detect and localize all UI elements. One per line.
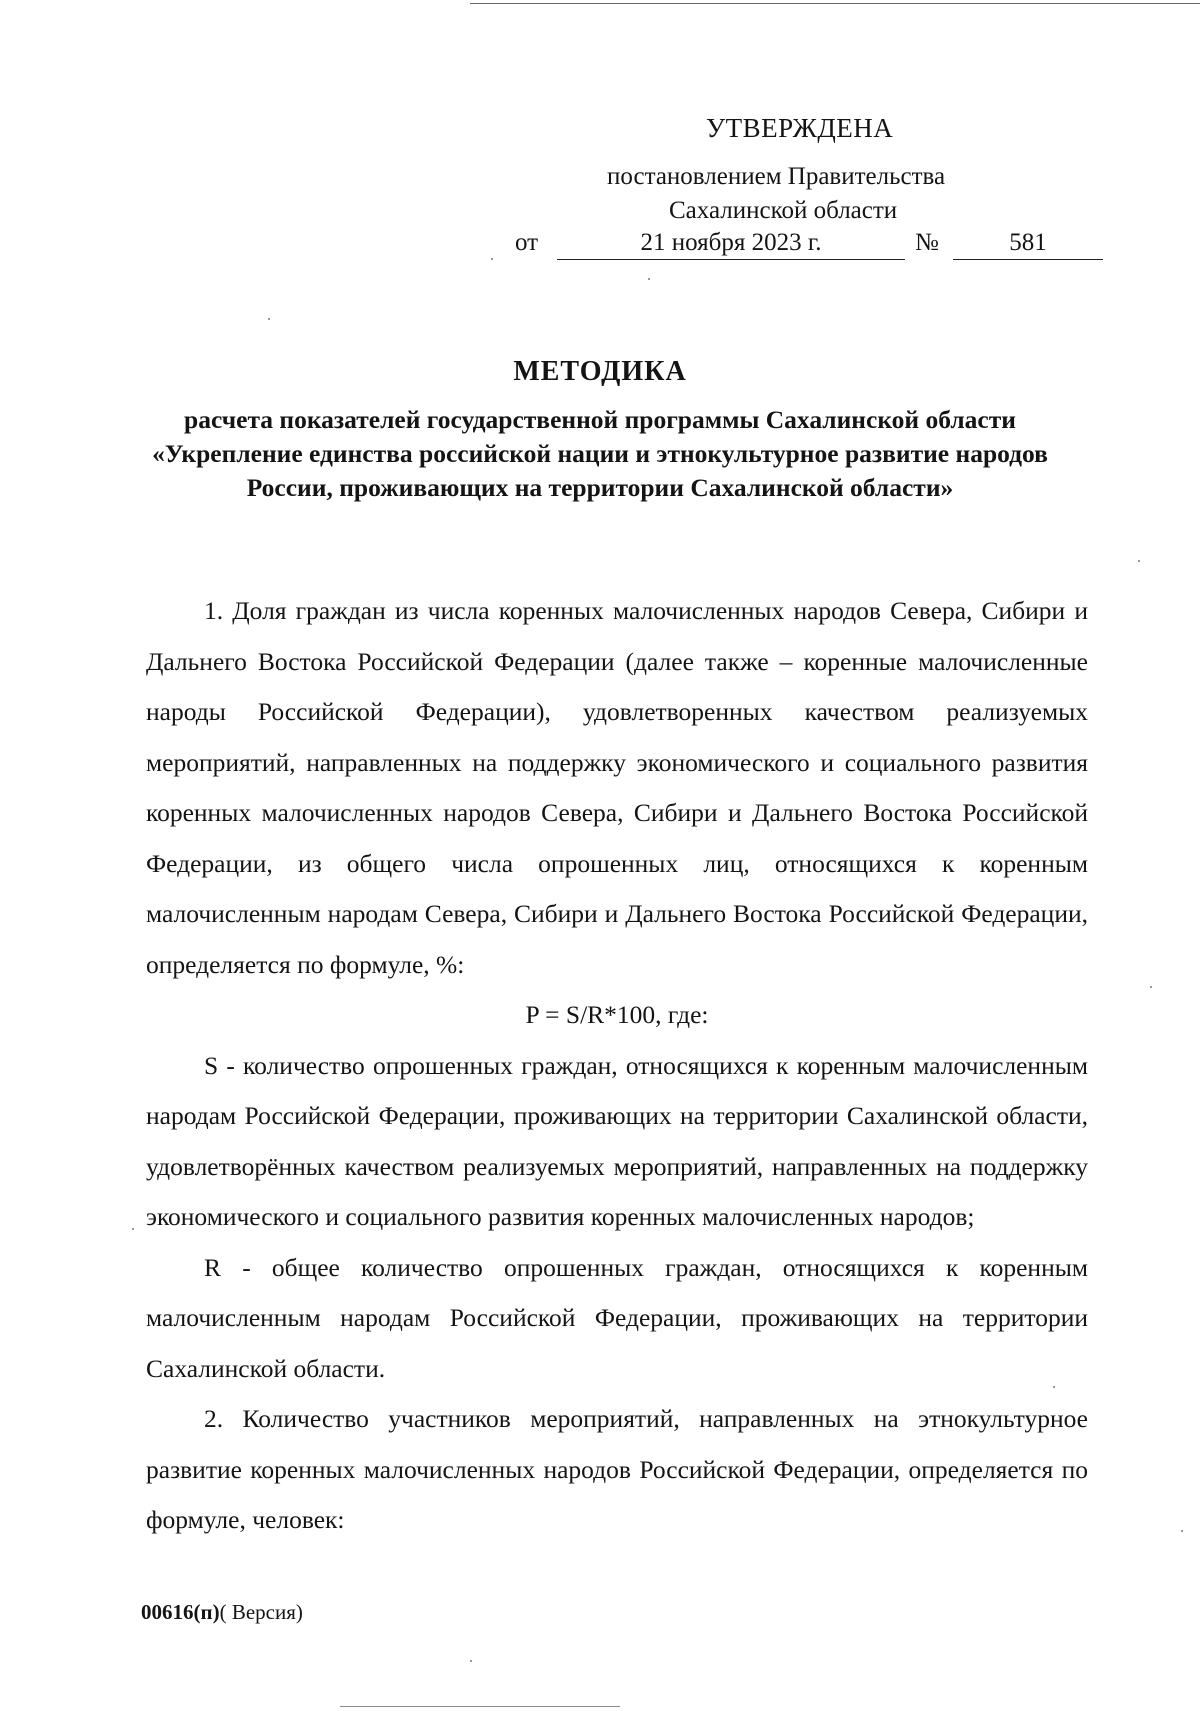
approved-heading: УТВЕРЖДЕНА — [706, 113, 894, 143]
scan-speck — [648, 278, 650, 280]
document-body — [146, 586, 1088, 1546]
decree-number: 581 — [953, 229, 1103, 260]
scan-edge-line-bottom — [340, 1706, 620, 1707]
document-code: 00616(п) — [141, 1600, 220, 1624]
document-subtitle: расчета показателей государственной программы Сахалинской области «Укрепление единства российской нации и этнокультурное развитие народов России, проживающих на территории Сахалинской области» — [152, 405, 1048, 502]
paragraph-2: 2. Количество участников мероприятий, направленных на этнокультурное развитие коренных малочисленных народов Российской Федерации, определяется по формуле, человек: — [146, 1404, 1088, 1534]
document-version: ( Версия) — [219, 1600, 303, 1624]
decree-date-row — [515, 229, 1105, 263]
scan-speck — [132, 1228, 134, 1230]
scan-speck — [268, 318, 270, 320]
decree-region-line: Сахалинской области — [669, 197, 898, 224]
document-title: МЕТОДИКА — [513, 356, 687, 387]
scan-speck — [1053, 1386, 1055, 1388]
document-footer — [141, 1600, 303, 1625]
paragraph-1: 1. Доля граждан из числа коренных малочисленных народов Севера, Сибири и Дальнего Востока Российской Федерации (далее также – коренные малочисленные народы Российской Федерации), удовлетворенных качеством реализуемых мероприятий, направленных на поддержку экономического и социального развития коренных малочисленных народов Севера, Сибири и Дальнего Востока Российской Федерации, из общего числа опрошенных лиц, относящихся к коренным малочисленным народам Севера, Сибири и Дальнего Востока Российской Федерации, определяется по формуле, %: — [146, 596, 1088, 979]
formula: P = S/R*100, где: — [525, 1000, 709, 1029]
scan-speck — [1181, 1530, 1183, 1532]
date-prefix: от — [515, 229, 539, 256]
decree-date: 21 ноября 2023 г. — [557, 229, 905, 260]
decree-issuer-line: постановлением Правительства — [607, 163, 946, 190]
scan-speck — [491, 258, 493, 260]
definition-s: S - количество опрошенных граждан, относящихся к коренным малочисленным народам Российской Федерации, проживающих на территории Сахалинской области, удовлетворённых качеством реализуемых мероприятий, направленных на поддержку экономического и социального развития коренных малочисленных народов; — [146, 1050, 1088, 1231]
scan-speck — [470, 1660, 472, 1662]
scan-speck — [1138, 560, 1140, 562]
number-sign: № — [915, 229, 939, 256]
definition-r: R - общее количество опрошенных граждан, относящихся к коренным малочисленным народам Российской Федерации, проживающих на территории Сахалинской области. — [146, 1252, 1088, 1383]
scan-edge-line — [470, 3, 1200, 4]
scan-speck — [1150, 986, 1152, 988]
